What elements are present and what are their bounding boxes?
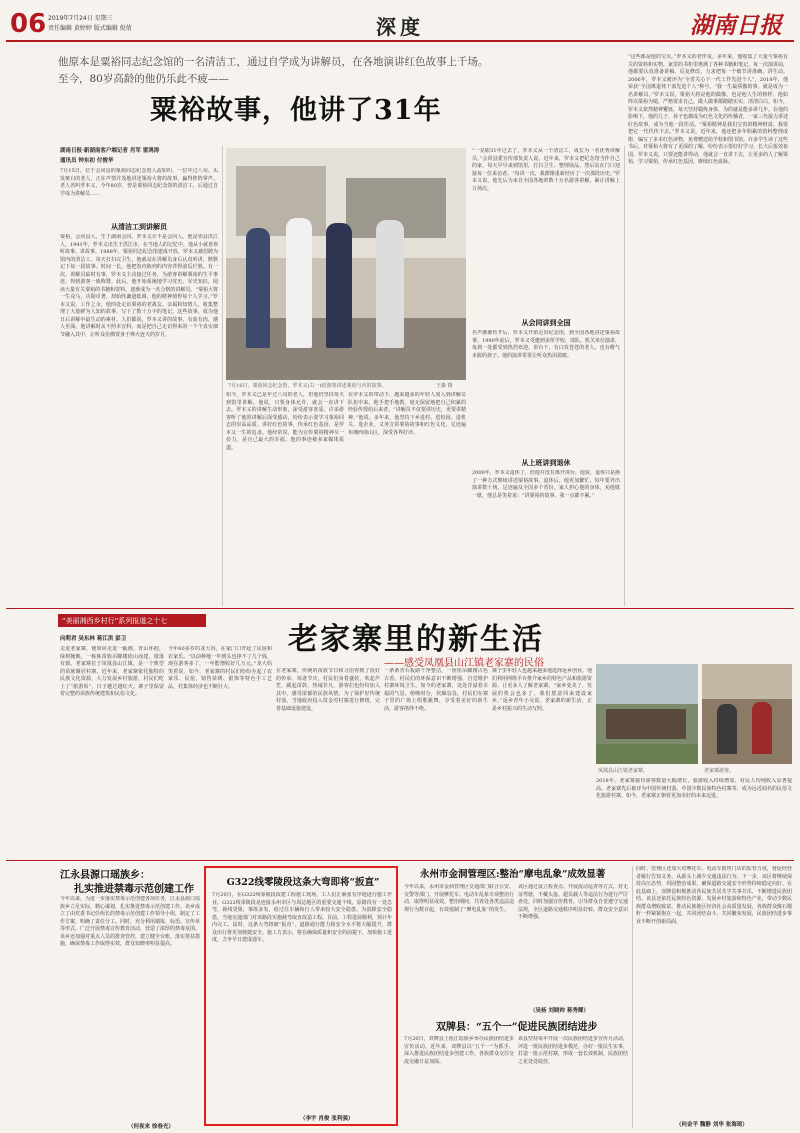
brief-right2-credit: （何金平 魏静 刘华 张海琼） — [676, 1122, 748, 1128]
middle-headline: 老家寨里的新生活 — [288, 622, 544, 657]
visitors-photo-caption: 老家寨游客。 — [704, 768, 735, 774]
column-divider-right — [624, 146, 625, 606]
visitors-photo — [702, 664, 792, 764]
top-byline-2: 通讯员 钟东初 付俊华 — [60, 158, 114, 164]
brief-right-text-a: 今年以来，永州市金洞管理区交通部门联合公安、交警等部门，开展摩托车、电动车乱象专项整治行动，取得明显成效。整治期间，共查处各类违法违规行为数百起，有效遏制了“摩电乱象”的发生。 — [404, 884, 514, 913]
series-banner — [58, 614, 206, 627]
middle-col-3: 在老家寨，传统的苗族节日和习俗得到了很好的传承。每逢节庆，村民们身着盛装，吹起芦笙，跳起苗鼓，热闹非凡。游客们也纷纷加入其中，感受浓郁的民族风情。为了保护好传统村落，当地政府投入资金对村寨进行修缮，完善基础设施建设。 — [276, 668, 380, 712]
brief-center-text: 7月20日，在G322线零陵段改建工程施工现场，工人们正紧张有序地进行施工作业。G322线零陵段是连接永州市区与周边地区的重要交通干线，原路段有一处急弯，视线受阻，事故多发，给过往车辆和行人带来较大安全隐患。为消除安全隐患，当地交通部门对该路段实施截弯取直改造工程。目前，工程进展顺利，预计年内完工。届时，这条大弯将被“扳直”，道路通行能力和安全水平将大幅提升，群众出行将更加便捷安全。施工方表示，将在确保质量和安全的前提下，加快施工进度，力争早日建成通车。 — [212, 892, 392, 943]
middle-col-2: 今年60多岁的龙大妈，在家门口开起了民宿和农家乐。“以前种地一年到头也挣不了几个钱，现在游客多了，一年能增收好几万元。”龙大妈笑着说。如今，老家寨的村民们纷纷办起了农家乐、民宿，销售苗绣、银饰等特色手工艺品，村集体经济也不断壮大。 — [168, 646, 272, 690]
brief-right2-text-b: 该县坚持每年开展一次民族团结进步宣传月活动，评选一批民族团结进步模范，办好一批民生实事，打造一批示范村寨，形成一套长效机制，民族团结之花处处绽放。 — [518, 1036, 628, 1065]
brief-center-head: G322线零陵段这条大弯即将“扳直” — [226, 877, 380, 888]
top-headline: 粟裕故事，他讲了31年 — [150, 95, 442, 126]
kicker-line-1: 他原本是粟裕同志纪念馆的一名清洁工，通过自学成为讲解员，在各地演讲红色故事上千场。 — [58, 56, 489, 68]
top-photo — [226, 148, 466, 380]
top-col-3-text: “一晃眼31年过去了，罗本义从一个清洁工，成长为一名优秀讲解员。”会同县委宣传部负责人说。近年来，罗本义把纪念馆当作自己的家，每天早早来到馆里，打扫卫生、整理展品，然后站在门口迎接每一位来访者。“每讲一次，我都像重新经历了一次那段历史。”罗本义说。他先后为来自全国各地的数十万名游客讲解，累计讲解上万场次。 — [472, 148, 620, 192]
brief-left-text: 今年以来，为进一步落实禁毒示范创建各项任务，江永县源口瑶族乡立足实际，精心谋划，扎实推进禁毒示范创建工作。该乡成立了由党委书记任组长的禁毒示范创建工作领导小组，制定了工作方案，明确了责任分工。同时，充分利用墙报、标语、宣传单等形式，广泛开展禁毒宣传教育活动，营造了浓厚的禁毒氛围。该乡还加强对重点人员的排查管控，建立健全台账，落实帮扶措施，确保禁毒工作取得实效，群众知晓率明显提高。 — [60, 896, 200, 947]
brief-right-head: 永州市金洞管理区:整治“摩电乱象”成效显著 — [420, 869, 606, 880]
middle-byline: 向莉君 吴东林 蒋江洪 彭卫 — [60, 636, 127, 642]
top-photo-caption: 7月16日，粟裕同志纪念馆，罗本义(右一)给游客讲述粟裕与兵的故事。 — [228, 383, 387, 389]
top-col-4-text: “这些都是他的宝贝。”罗本义的老伴说，多年来，他收集了大量与粟裕有关的资料和实物，家里的书柜里堆满了各种书籍和笔记。每一次演讲前，他都要认真准备讲稿，反复修改，力求把每一个细节讲准确、讲生动。2006年，罗本义被评为“全省关心下一代工作先进个人”，2018年，他荣获“全国离退休干部先进个人”称号。“我一生最骄傲的事，就是成为一名讲解员。”罗本义说，粟裕大将是他的偶像，也是他人生的榜样。他始终以粟裕为镜，严格要求自己，做人做事都踏踏实实、清清白白。如今，罗本义依然精神矍铄，每天坚持锻炼身体，为的就是能多讲几年。在他的影响下，他的儿子、孙子也都成为红色文化的传播者，一家三代接力讲述红色故事，成为当地一段佳话。“粟裕精神是我们宝贵的精神财富，我要把它一代代传下去。”罗本义说。近年来，他还把多年积累的资料整理成册，编写了多本红色读物，免费赠送给学校和图书馆。许多学生读了这些书后，对粟裕大将有了更深的了解，纷纷表示要好好学习，长大后报效祖国。罗本义说，只要还能讲得动，他就会一直讲下去，让更多的人了解粟裕，学习粟裕，传承红色基因，赓续红色血脉。 — [628, 54, 788, 165]
bottom-right-divider — [632, 866, 633, 1128]
brief-right-col-3: 同时，管理区还加大对摩托车、电动车销售门店的监管力度，督促经营者履行告知义务，从源头上减少交通违法行为。下一步，该区将继续保持高压态势，巩固整治成果，确保道路交通安全形势持续稳定向好。在此基础上，双牌县积极推动各民族共居共学共事共乐，不断增进民族团结。该县还依托民族特色资源，发展乡村旅游和特色产业，带动少数民族群众增收致富，推动民族地区经济社会高质量发展，各族群众像石榴籽一样紧紧抱在一起，共同团结奋斗、共同繁荣发展，民族团结进步事业不断开创新局面。 — [636, 866, 792, 925]
series-label: “美丽湘西乡村行”系列报道之十七 — [62, 617, 168, 625]
top-col-2b-lower: 在罗本义的带动下，越来越多的年轻人加入到讲解员队伍中来。他手把手地教，毫无保留地把自己积累的经验传授给后来者。“讲解员不仅要讲历史，更要讲精神。”他说。多年来，他坚持下乡进村、进校园、进机关、进企业，义务宣讲粟裕故事和红色文化，足迹遍布湘西南山区，深受各界好评。 — [348, 392, 466, 436]
top-photo-credit: 王森 摄 — [436, 383, 453, 389]
middle-col-6: 2018年，老家寨接待游客数量大幅增长，旅游收入持续增加，村民人均纯收入显著提高。老家寨先后被评为中国传统村落、中国少数民族特色村寨等，成为远近闻名的民俗文化旅游村寨。如今，老家寨正朝着更加美好的未来迈进。 — [596, 778, 792, 799]
top-col-3-text-b: 名声渐渐传开后，罗本义开始走出纪念馆，到全国各地讲述粟裕故事。1990年前后，罗本义受邀到多所学校、部队、机关单位演讲，每到一处都受到热烈欢迎。讲台下，有白发苍苍的老人，也有稚气未脱的孩子。他的演讲常常让听众热泪盈眶。 — [472, 330, 620, 359]
header-rule — [6, 40, 794, 42]
subhead-2: 从会同讲到全国 — [521, 318, 571, 327]
brief-right2-text-a: 7月20日，双牌县上梧江瑶族乡举办民族团结进步宣传活动。近年来，双牌县以“五个一”为抓手，深入推进民族团结进步创建工作，各族群众交往交流交融日益加深。 — [404, 1036, 514, 1065]
brief-right-text-b: 该区通过设立检查点、开展流动巡查等方式，对无证驾驶、不戴头盔、超员载人等违法行为进行严厉查处，同时加强宣传教育，引导群众自觉遵守交通法规，全区道路交通秩序明显好转，群众安全意识不断增强。 — [518, 884, 628, 920]
kicker-line-2: 至今，80岁高龄的他仍乐此不疲—— — [58, 73, 229, 85]
column-divider — [222, 146, 223, 606]
brief-center-credit: （李宇 肖俊 张利强） — [300, 1116, 354, 1122]
top-col-3-text-c: 2000年，罗本义退休了，但他并没有离开讲台。他说，退休只是换了一种方式继续讲述粟裕故事。退休后，他更加繁忙，每年要外出演讲数十场，足迹遍及全国多个省份。家人担心他的身体，劝他歇一歇，他总是笑着说：“讲粟裕的故事，我一点都不累。” — [472, 470, 620, 499]
brief-right2-head: 双牌县：“五个一”促进民族团结进步 — [436, 1022, 598, 1033]
brief-right-credit: （吴杨 刘晓帅 蒋秀卿） — [530, 1008, 589, 1014]
middle-col-1: 走进老家寨，便如同走进一幅画。青山环抱，绿树掩映，一栋栋苗族吊脚楼依山而建，错落有致。老家寨位于凤凰县山江镇，是一个典型的苗族聚居村寨。近年来，老家寨依托独特的民族文化资源，大力发展乡村旅游，村民们吃上了“旅游饭”，日子越过越红火。寨子里保留着完整的苗族传统建筑和民俗文化。 — [60, 646, 164, 697]
middle-deck: ——感受凤凰县山江镇老家寨的民俗 — [384, 658, 544, 669]
section-rule-1 — [6, 608, 794, 609]
section-title: 深度 — [376, 15, 424, 39]
village-photo — [596, 664, 698, 764]
subhead-3: 从上班讲到退休 — [521, 458, 571, 467]
top-byline-1: 湖南日报·新湖南客户端记者 肖军 雷鸿涛 — [60, 148, 160, 154]
page-number: 06 — [10, 9, 47, 39]
subhead-1: 从清洁工到讲解员 — [111, 222, 167, 231]
village-photo-caption: 凤凰县山江镇老家寨。 — [598, 768, 649, 774]
top-col-1-text: 7月15日，位于会同县的粟裕同志纪念馆人流如织。一位年过八旬、头发斑白的老人，正在声情并茂地讲述粟裕大将的故事，赢得阵阵掌声。老人名叫罗本义，今年80岁，曾是粟裕同志纪念馆的清洁工，后通过自学成为讲解员…… — [60, 168, 218, 197]
top-col-2-lower: 如今，罗本义已是年过八旬的老人，但他仍坚持每天到馆里讲解。他说，只要身体允许，就会一直讲下去。罗本义的讲解生动形象，深受游客喜爱。许多游客听了他的讲解后深受感动，纷纷表示要学习粟裕同志的崇高品质。讲好红色故事，传承红色基因，是罗本义一生的追求。他经常说，能为宣传粟裕精神尽一份力，是自己最大的幸福。他的事迹被多家媒体报道。 — [226, 392, 344, 451]
issue-date: 2019年7月24日 星期三 — [48, 15, 113, 22]
section-rule-2 — [6, 860, 794, 861]
brief-left-head-1: 江永县源口瑶族乡： — [60, 870, 150, 881]
middle-col-4: 一条条青石板路干净整洁，一座座吊脚楼古色古香。村民们的环保意识不断增强，自觉维护村寨环境卫生。如今的老家寨，处处洋溢着幸福的气息。傍晚时分，炊烟袅袅，村民们在寨子里的广场上唱歌跳舞，享受着美好的新生活，游客络绎不绝。 — [384, 668, 488, 712]
top-col-1-text-b: 粟裕，会同县人，生于湖南会同。罗本义并不是会同人，他是邻县洪江人。1941年，罗本义出生于洪江市，在当地人的记忆中，他从小就喜欢听故事、讲故事。1988年，粟裕同志纪念馆建成开放，罗本义被招聘为馆内的清洁工。每天打扫完卫生，他就站在讲解员身后认真听讲，默默记下每一段故事。时间一长，他把馆内陈列的内容背得滚瓜烂熟。有一次，讲解员临时有事，罗本义主动接过任务，为游客讲解粟裕的生平事迹，得到游客一致称赞。此后，他开始系统地学习党史、军史知识，阅读大量有关粟裕的书籍和资料，逐渐成为一名合格的讲解员。“粟裕大将一生戎马，功勋卓著，却始终谦逊低调，他的精神值得每个人学习。”罗本义说。工作之余，他四处走访粟裕的老战友、亲属和知情人，收集整理了大量鲜为人知的故事，写下了数十万字的笔记。这些故事，成为他日后讲解中最生动的素材。人们都说，罗本义讲的故事，有血有肉，感人至深。他讲解时从不照本宣科，而是把自己走访得来的一个个真实细节融入其中，让听众仿佛置身于烽火连天的岁月。 — [60, 234, 218, 338]
middle-col-5: 寨子里年轻人也越来越多地选择返乡创业。他们利用网络平台推介家乡的特色产品和旅游资源，让更多人了解老家寨。“家乡变美了，发展的机会也多了，我们愿意回来建设家乡。”返乡青年小吴说。老家寨的新生活，正是乡村振兴的生动写照。 — [492, 668, 592, 712]
brief-left-credit: （何夜来 徐春光） — [128, 1124, 174, 1130]
brief-left-head-2: 扎实推进禁毒示范创建工作 — [74, 884, 194, 895]
masthead-logo: 湖南日报 — [690, 12, 782, 39]
page-header — [0, 0, 800, 48]
editor-credits: 责任编辑 黄婷婷 版式编辑 倪倩 — [48, 25, 132, 32]
